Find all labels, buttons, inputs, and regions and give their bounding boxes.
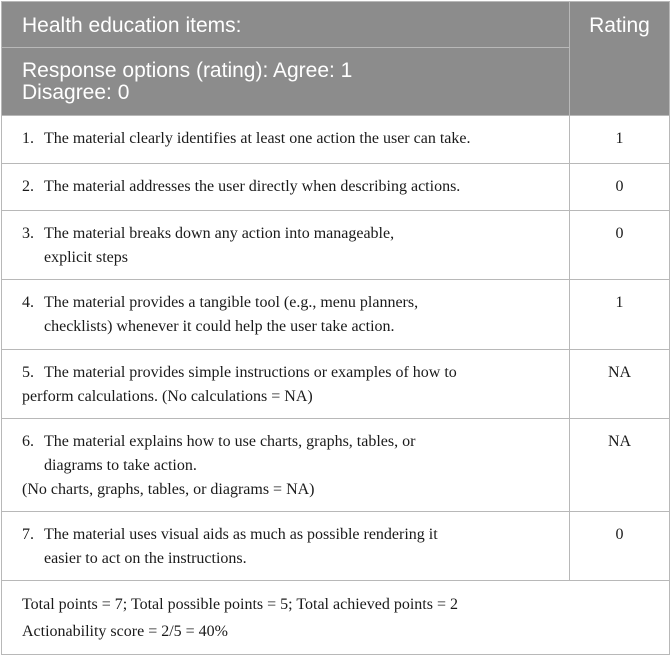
- rating-cell: 0: [570, 512, 670, 581]
- rating-cell: 0: [570, 211, 670, 280]
- item-text-line-1: The material provides simple instructions or examples of how to: [44, 364, 457, 381]
- item-text-line-1: The material uses visual aids as much as possible rendering it: [44, 526, 438, 543]
- item-text-extra: perform calculations. (No calculations = NA): [22, 388, 313, 405]
- item-number: 4.: [22, 294, 34, 311]
- rating-cell: NA: [570, 350, 670, 419]
- item-cell: [2, 512, 570, 581]
- item-text-extra: (No charts, graphs, tables, or diagrams = NA): [22, 481, 315, 498]
- item-cell: [2, 419, 570, 512]
- item-cell: [2, 116, 570, 164]
- item-number: 6.: [22, 433, 34, 450]
- item-number: 3.: [22, 225, 34, 242]
- table-row: [2, 419, 670, 512]
- item-cell: [2, 211, 570, 280]
- item-text-line-2: diagrams to take action.: [44, 457, 197, 474]
- item-text-line-2: explicit steps: [44, 249, 128, 266]
- item-text-line-1: The material provides a tangible tool (e.g., menu planners,: [44, 294, 419, 311]
- item-number: 1.: [22, 130, 34, 147]
- item-text-line-2: easier to act on the instructions.: [44, 550, 247, 567]
- item-text: The material clearly identifies at least one action the user can take.: [44, 130, 471, 147]
- item-number: 5.: [22, 364, 34, 381]
- actionability-table: [1, 1, 670, 655]
- table-row: [2, 164, 670, 211]
- table-row: [2, 512, 670, 581]
- footer-cell: [2, 581, 670, 655]
- item-number: 7.: [22, 526, 34, 543]
- item-text: The material addresses the user directly when describing actions.: [44, 178, 461, 195]
- item-cell: [2, 350, 570, 419]
- table-row: [2, 280, 670, 350]
- item-text-line-1: The material explains how to use charts, graphs, tables, or: [44, 433, 416, 450]
- header-response-row: [2, 48, 670, 116]
- item-cell: [2, 280, 570, 350]
- item-number: 2.: [22, 178, 34, 195]
- rating-cell: 1: [570, 280, 670, 350]
- header-response-options: [2, 48, 570, 116]
- header-row: [2, 2, 670, 48]
- response-options-line-2: Disagree: 0: [22, 81, 130, 104]
- table-row: [2, 350, 670, 419]
- table-row: [2, 211, 670, 280]
- rating-cell: 1: [570, 116, 670, 164]
- header-rating-label: Rating: [570, 2, 670, 116]
- actionability-score-text: Actionability score = 2/5 = 40%: [22, 623, 229, 640]
- table-row: [2, 116, 670, 164]
- header-items-label: Health education items:: [2, 2, 570, 48]
- footer-row: [2, 581, 670, 655]
- item-cell: [2, 164, 570, 211]
- total-points-text: Total points = 7; Total possible points = 5; Total achieved points = 2: [22, 596, 458, 613]
- rating-cell: 0: [570, 164, 670, 211]
- actionability-table-container: [1, 1, 669, 640]
- item-text-line-2: checklists) whenever it could help the user take action.: [44, 318, 395, 335]
- item-text-line-1: The material breaks down any action into manageable,: [44, 225, 395, 242]
- rating-cell: NA: [570, 419, 670, 512]
- response-options-line-1: Response options (rating): Agree: 1: [22, 59, 353, 82]
